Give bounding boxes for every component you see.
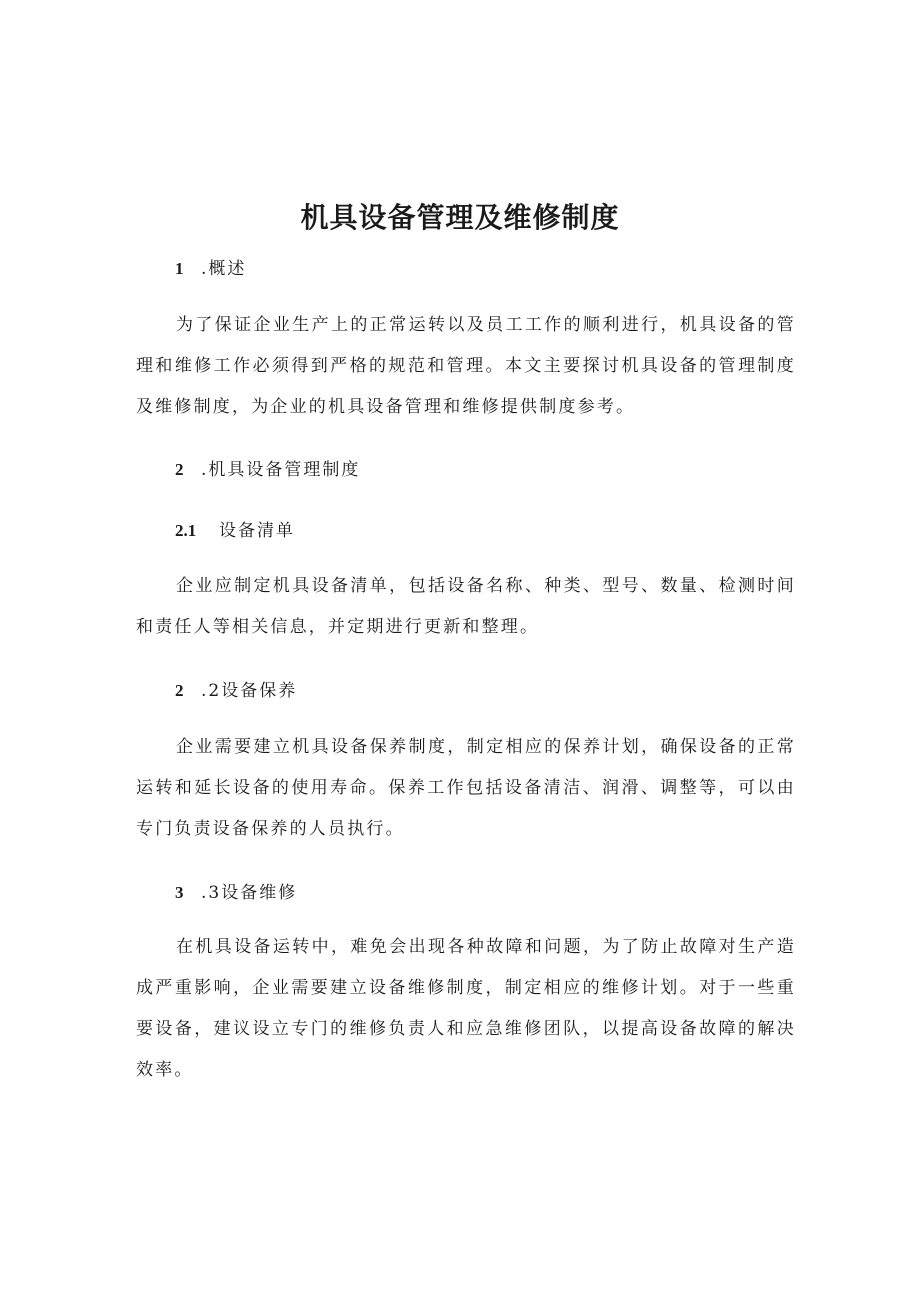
section-title: .2设备保养 <box>201 681 298 701</box>
section-number: 2 <box>175 681 184 700</box>
section-heading-equipment-list <box>175 518 295 544</box>
section-number: 3 <box>175 883 184 902</box>
section-title: .概述 <box>201 259 247 279</box>
paragraph-maintenance: 企业需要建立机具设备保养制度，制定相应的保养计划，确保设备的正常运转和延长设备的使用寿命。保养工作包括设备清洁、润滑、调整等，可以由专门负责设备保养的人员执行。 <box>136 737 796 839</box>
section-number: 1 <box>175 259 184 278</box>
document-title: 机具设备管理及维修制度 <box>300 201 620 234</box>
section-title: .3设备维修 <box>201 883 298 903</box>
section-heading-maintenance <box>175 678 297 704</box>
section-number: 2 <box>175 460 184 479</box>
section-title: 设备清单 <box>219 521 295 541</box>
section-heading-management <box>175 457 360 483</box>
paragraph-repair: 在机具设备运转中，难免会出现各种故障和问题，为了防止故障对生产造成严重影响，企业需要建立设备维修制度，制定相应的维修计划。对于一些重要设备，建议设立专门的维修负责人和应急维修团队，以提高设备故障的解决效率。 <box>136 937 796 1080</box>
section-heading-overview <box>175 256 246 282</box>
section-title: .机具设备管理制度 <box>201 460 361 480</box>
paragraph-equipment-list: 企业应制定机具设备清单，包括设备名称、种类、型号、数量、检测时间和责任人等相关信息，并定期进行更新和整理。 <box>136 576 796 637</box>
section-number: 2.1 <box>175 521 197 540</box>
paragraph-overview: 为了保证企业生产上的正常运转以及员工工作的顺利进行，机具设备的管理和维修工作必须得到严格的规范和管理。本文主要探讨机具设备的管理制度及维修制度，为企业的机具设备管理和维修提供制度参考。 <box>136 315 796 417</box>
section-heading-repair <box>175 880 297 906</box>
